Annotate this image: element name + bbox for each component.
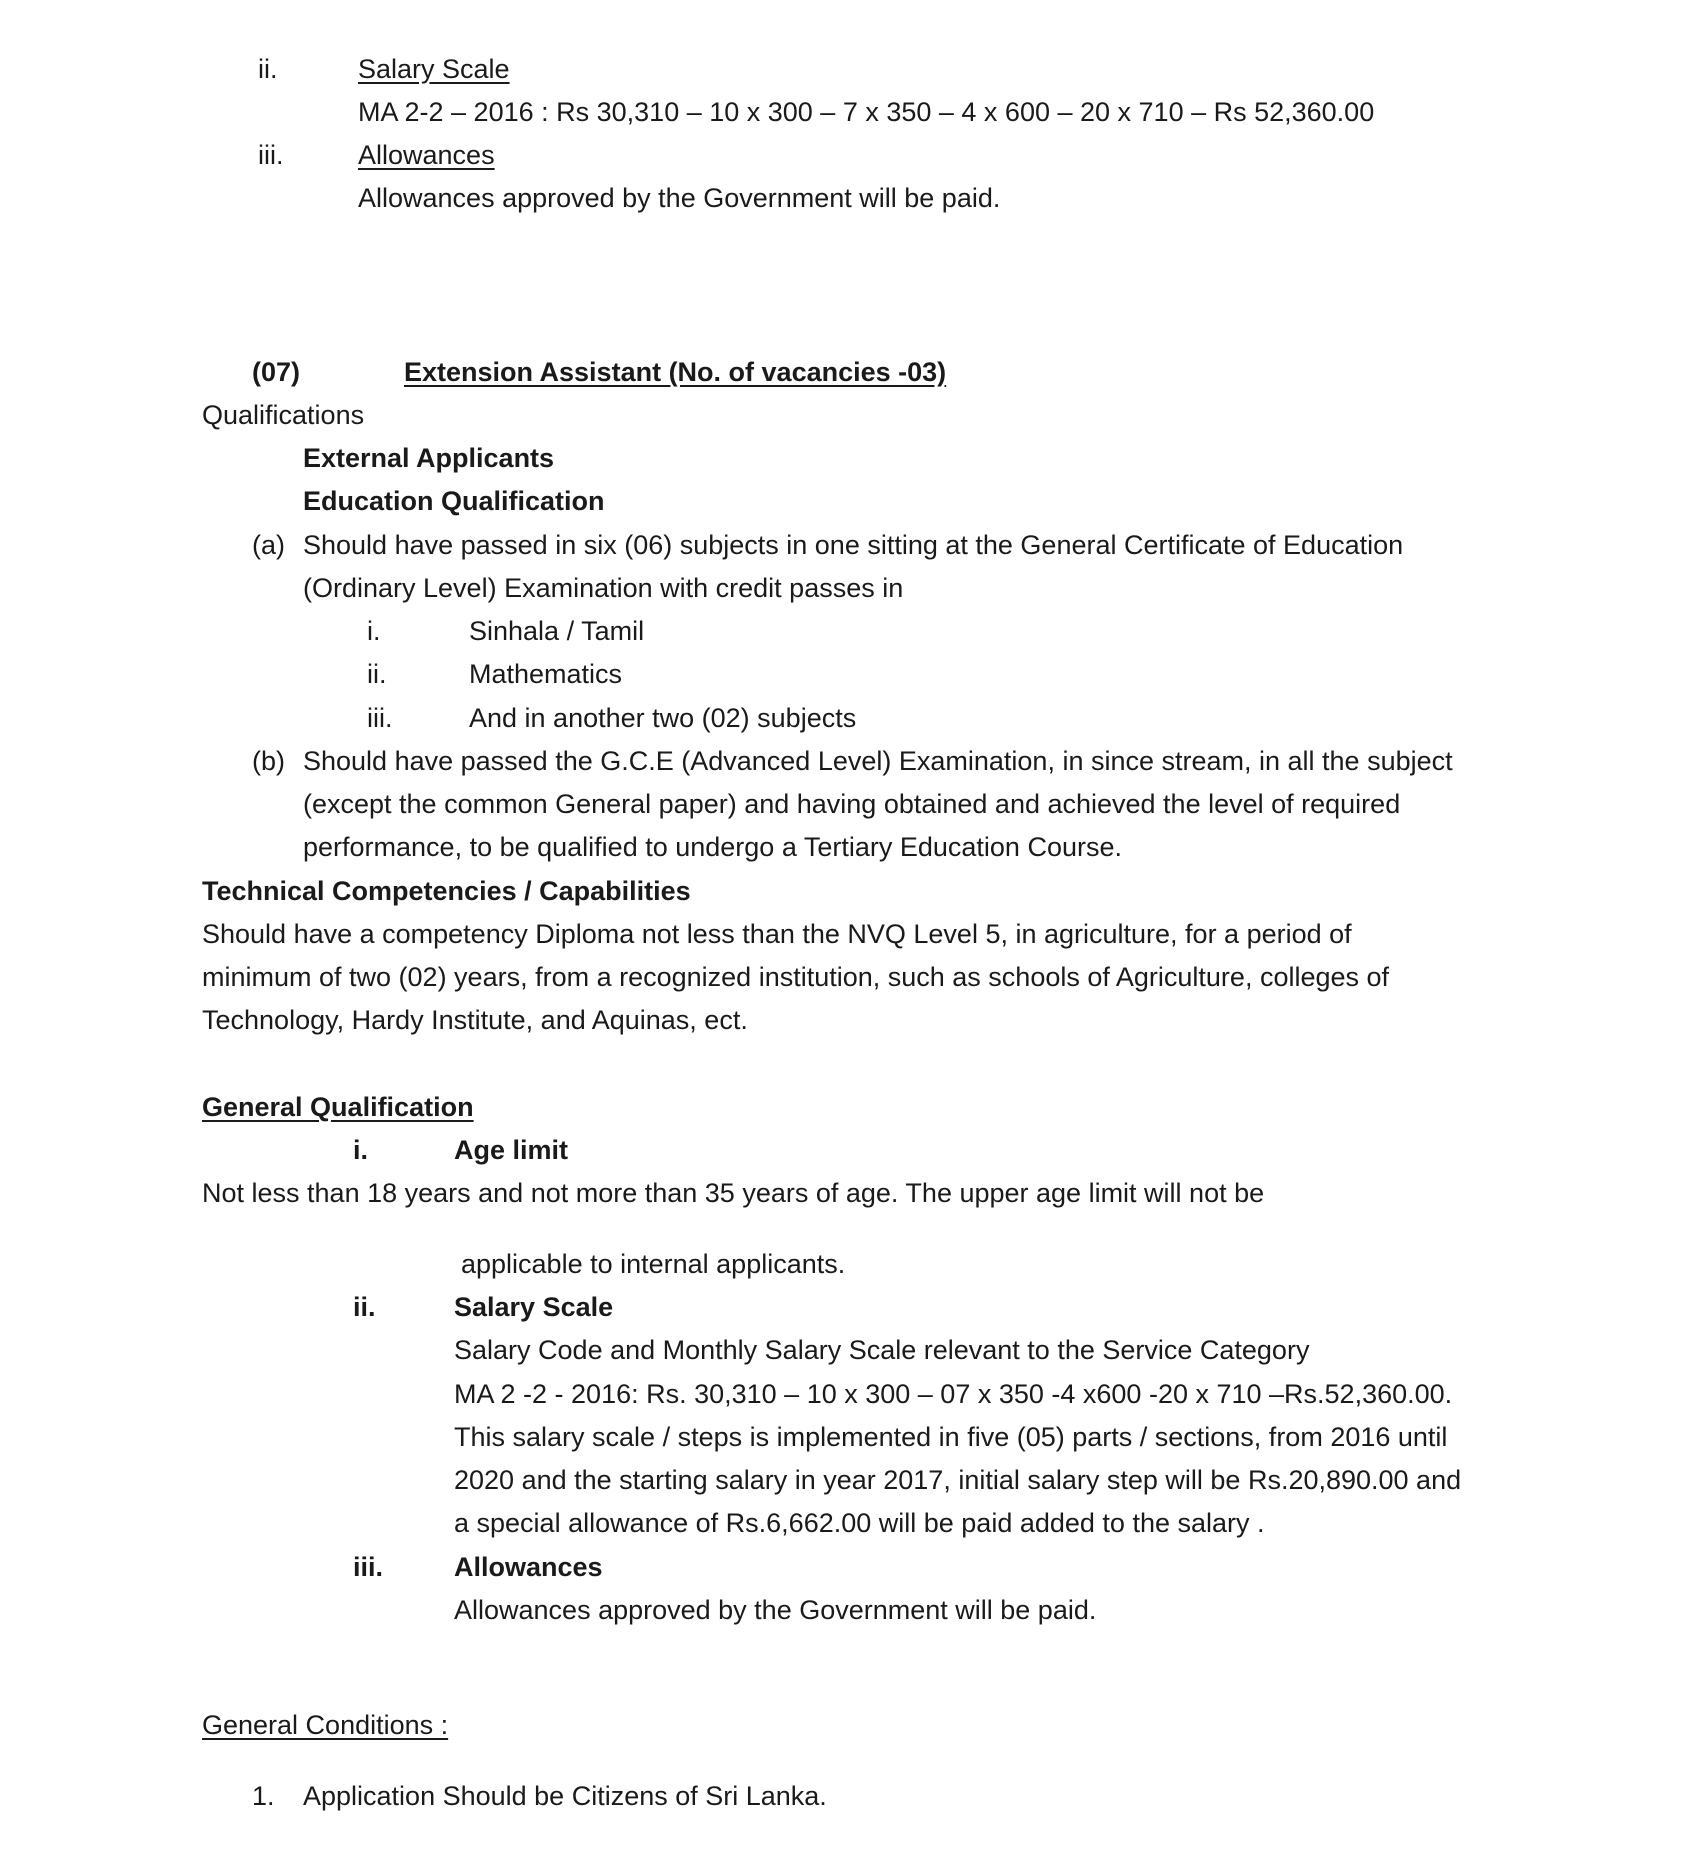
paragraph-line: 2020 and the starting salary in year 2017, initial salary step will be Rs.20,890.00 and [454,1465,1462,1495]
paragraph-line: Technology, Hardy Institute, and Aquinas, ect. [202,1005,748,1035]
general-qualification-heading: General Qualification [202,1092,474,1122]
list-item: Sinhala / Tamil [469,616,645,646]
external-applicants-heading: External Applicants [303,443,555,473]
list-number: ii. [353,1292,376,1322]
paragraph-line: applicable to internal applicants. [461,1249,846,1279]
list-marker: (a) [252,530,285,560]
list-item: Mathematics [469,659,623,689]
item-number: iii. [258,140,284,170]
salary-scale-heading: Salary Scale [454,1292,614,1322]
allowances-text: Allowances approved by the Government will be paid. [358,183,1001,213]
paragraph-line: Should have a competency Diploma not less than the NVQ Level 5, in agriculture, for a period of [202,919,1352,949]
list-number: 1. [252,1781,275,1811]
allowances-heading: Allowances [454,1552,603,1582]
paragraph-line: performance, to be qualified to undergo a Tertiary Education Course. [303,832,1122,862]
age-limit-heading: Age limit [454,1135,569,1165]
paragraph-line: This salary scale / steps is implemented in five (05) parts / sections, from 2016 until [454,1422,1448,1452]
allowances-text: Allowances approved by the Government will be paid. [454,1595,1097,1625]
list-item: Application Should be Citizens of Sri Lanka. [303,1781,827,1811]
list-number: ii. [367,659,387,689]
paragraph-line: MA 2 -2 - 2016: Rs. 30,310 – 10 x 300 – 07 x 350 -4 x600 -20 x 710 –Rs.52,360.00. [454,1379,1453,1409]
paragraph-line: Should have passed in six (06) subjects in one sitting at the General Certificate of Education [303,530,1404,560]
paragraph-line: (Ordinary Level) Examination with credit passes in [303,573,904,603]
paragraph-line: Not less than 18 years and not more than 35 years of age. The upper age limit will not be [202,1178,1265,1208]
item-number: ii. [258,54,278,84]
list-item: And in another two (02) subjects [469,703,857,733]
paragraph-line: (except the common General paper) and having obtained and achieved the level of required [303,789,1401,819]
qualifications-label: Qualifications [202,400,365,430]
list-number: iii. [367,703,393,733]
section-heading: Allowances [358,140,495,170]
technical-competencies-heading: Technical Competencies / Capabilities [202,876,691,906]
paragraph-line: minimum of two (02) years, from a recognized institution, such as schools of Agriculture, colleges of [202,962,1390,992]
paragraph-line: a special allowance of Rs.6,662.00 will be paid added to the salary . [454,1508,1265,1538]
general-conditions-heading: General Conditions : [202,1710,449,1740]
section-heading: Salary Scale [358,54,510,84]
list-number: iii. [353,1552,384,1582]
education-qualification-heading: Education Qualification [303,486,605,516]
list-number: i. [353,1135,369,1165]
list-number: i. [367,616,381,646]
post-number: (07) [252,357,301,387]
paragraph-line: Salary Code and Monthly Salary Scale relevant to the Service Category [454,1335,1310,1365]
paragraph-line: Should have passed the G.C.E (Advanced Level) Examination, in since stream, in all the subject [303,746,1453,776]
list-marker: (b) [252,746,285,776]
post-title: Extension Assistant (No. of vacancies -03) [404,357,947,387]
salary-scale-text: MA 2-2 – 2016 : Rs 30,310 – 10 x 300 – 7 x 350 – 4 x 600 – 20 x 710 – Rs 52,360.00 [358,97,1375,127]
